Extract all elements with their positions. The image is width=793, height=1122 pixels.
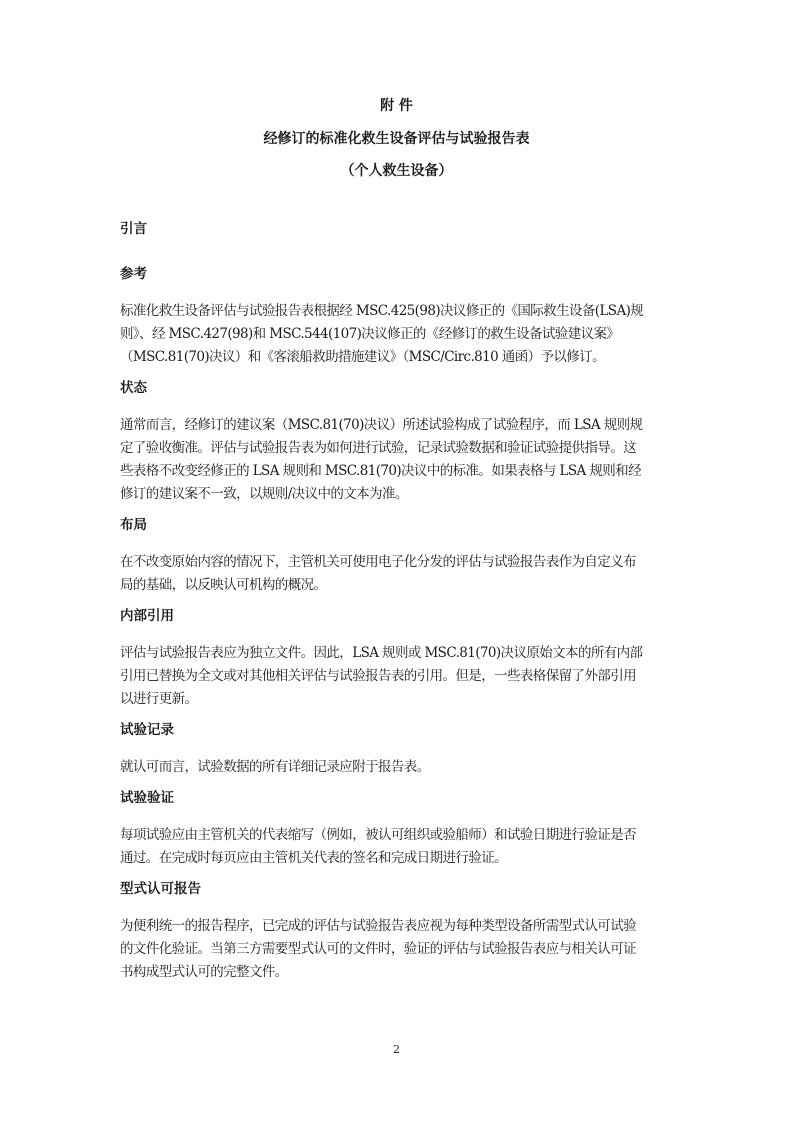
section-heading-status: 状态 [120,380,147,396]
section-heading-intro: 引言 [120,221,147,237]
paragraph-line: 引用已替换为全文或对其他相关评估与试验报告表的引用。但是，一些表格保留了外部引用 [120,668,636,684]
paragraph-line: 书构成型式认可的完整文件。 [120,964,288,980]
paragraph-line: 修订的建议案不一致，以规则/决议中的文本为准。 [120,486,408,502]
paragraph-line: 为便利统一的报告程序，已完成的评估与试验报告表应视为每种类型设备所需型式认可试验 [120,918,636,934]
document-body [120,220,676,984]
paragraph-line: （MSC.81(70)决议）和《客滚船救助措施建议》（MSC/Circ.810 通函）予以修订。 [120,349,606,365]
section-paragraph-reference [120,300,676,369]
paragraph-line: 些表格不改变经修正的 LSA 规则和 MSC.81(70)决议中的标准。如果表格与 LSA 规则和经 [120,463,641,479]
section-heading-reference: 参考 [120,266,147,282]
paragraph-line: 通常而言，经修订的建议案（MSC.81(70)决议）所述试验构成了试验程序，而 LSA 规则规 [120,417,643,433]
paragraph-line: 的文件化验证。当第三方需要型式认可的文件时，验证的评估与试验报告表应与相关认可证 [120,941,636,957]
paragraph-line: 就认可而言，试验数据的所有详细记录应附于报告表。 [120,759,430,775]
paragraph-line: 评估与试验报告表应为独立文件。因此，LSA 规则或 MSC.81(70)决议原始文本的所有内部 [120,645,643,661]
section-paragraph-test-verification [120,824,676,870]
section-paragraph-internal-reference [120,642,676,711]
paragraph-line: 定了验收衡准。评估与试验报告表为如何进行试验，记录试验数据和验证试验提供指导。这 [120,440,636,456]
document-title: 经修订的标准化救生设备评估与试验报告表 [263,131,530,147]
document-subtitle: （个人救生设备） [340,163,453,179]
section-heading-type-approval-report: 型式认可报告 [120,881,201,897]
paragraph-line: 以进行更新。 [120,691,198,707]
section-paragraph-test-records [120,756,676,779]
paragraph-line: 在不改变原始内容的情况下，主管机关可使用电子化分发的评估与试验报告表作为自定义布 [120,554,636,570]
section-heading-internal-reference: 内部引用 [120,608,174,624]
paragraph-line: 通过。在完成时每页应由主管机关代表的签名和完成日期进行验证。 [120,850,507,866]
section-paragraph-type-approval-report [120,915,676,984]
paragraph-line: 标准化救生设备评估与试验报告表根据经 MSC.425(98)决议修正的《国际救生设备(LSA)规 [120,303,644,319]
page-number: 2 [393,1043,400,1056]
paragraph-line: 则》、经 MSC.427(98)和 MSC.544(107)决议修正的《经修订的救生设备试验建议案》 [120,326,620,342]
section-heading-test-records: 试验记录 [120,722,174,738]
section-paragraph-layout [120,551,676,597]
paragraph-line: 局的基础，以反映认可机构的概况。 [120,577,327,593]
paragraph-line: 每项试验应由主管机关的代表缩写（例如，被认可组织或验船师）和试验日期进行验证是否 [120,827,636,843]
section-heading-test-verification: 试验验证 [120,790,174,806]
section-heading-layout: 布局 [120,517,147,533]
section-paragraph-status [120,414,676,506]
annex-label: 附 件 [380,98,413,114]
